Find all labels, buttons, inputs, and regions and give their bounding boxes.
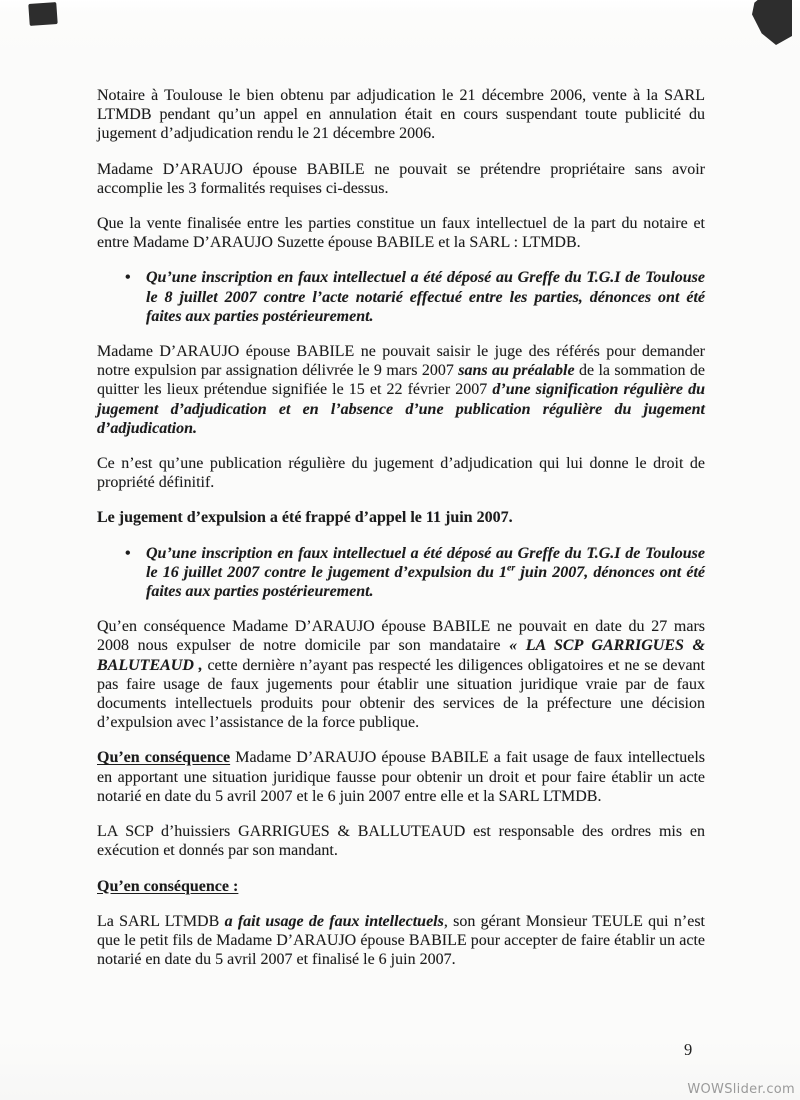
paragraph: LA SCP d’huissiers GARRIGUES & BALLUTEAUD est responsable des ordres mis en exécution et donnés par son mandant.	[97, 823, 705, 860]
paragraph: Qu’en conséquence Madame D’ARAUJO épouse BABILE ne pouvait en date du 27 mars 2008 nous expulser de notre domicile par son mandataire « LA SCP GARRIGUES & BALUTEAUD , cette dernière n’ayant pas respecté les diligences obligatoires et ne se devant pas faire usage de faux jugements pour établir une situation juridique vraie par de faux documents intellectuels produits pour obtenir des services de la préfecture une décision d’expulsion avec l’assistance de la force publique.	[97, 618, 706, 732]
paragraph: Madame D’ARAUJO épouse BABILE ne pouvait se prétendre propriétaire sans avoir accomplie les 3 formalités requises ci-dessus.	[97, 160, 705, 197]
bullet-item: • Qu’une inscription en faux intellectuel a été déposé au Greffe du T.G.I de Toulouse le 8 juillet 2007 contre l’acte notarié effectué entre les parties, dénonces ont été faites aux parties postérieurement.	[97, 268, 705, 326]
section-heading: Le jugement d’expulsion a été frappé d’appel le 11 juin 2007.	[97, 509, 513, 527]
page-number: 9	[684, 1040, 693, 1059]
section-heading: Qu’en conséquence :	[97, 877, 239, 895]
scan-artifact-top-right	[752, 0, 792, 45]
paragraph: La SARL LTMDB a fait usage de faux intellectuels, son gérant Monsieur TEULE qui n’est que le petit fils de Madame D’ARAUJO épouse BABILE pour accepter de faire établir un acte notarié en date du 5 avril 2007 et finalisé le 6 juin 2007.	[97, 912, 705, 969]
scan-artifact-top-left	[28, 2, 57, 26]
watermark-link[interactable]: WOWSlider.com	[687, 1082, 795, 1097]
paragraph: Madame D’ARAUJO épouse BABILE ne pouvait saisir le juge des référés pour demander notre expulsion par assignation délivrée le 9 mars 2007 sans au préalable de la sommation de quitter les lieux prétendue signifiée le 15 et 22 février 2007 d’une signification régulière du jugement d’adjudication et en l’absence d’une publication régulière du jugement d’adjudication.	[97, 343, 706, 437]
paragraph: Que la vente finalisée entre les parties constitue un faux intellectuel de la part du notaire et entre Madame D’ARAUJO Suzette épouse BABILE et la SARL : LTMDB.	[97, 215, 705, 252]
paragraph: Qu’en conséquence Madame D’ARAUJO épouse BABILE a fait usage de faux intellectuels en apportant une situation juridique fausse pour obtenir un droit et pour faire établir un acte notarié en date du 5 avril 2007 et le 6 juin 2007 entre elle et la SARL LTMDB.	[97, 749, 705, 805]
paragraph: Ce n’est qu’une publication régulière du jugement d’adjudication qui lui donne le droit de propriété définitif.	[97, 455, 705, 492]
bullet-item: • Qu’une inscription en faux intellectuel a été déposé au Greffe du T.G.I de Toulouse le 16 juillet 2007 contre le jugement d’expulsion du 1er juin 2007, dénonces ont été faites aux parties postérieurement.	[97, 544, 705, 602]
document-body	[97, 86, 705, 985]
paragraph: Notaire à Toulouse le bien obtenu par adjudication le 21 décembre 2006, vente à la SARL LTMDB pendant qu’un appel en annulation était en cours suspendant toute publicité du jugement d’adjudication rendu le 21 décembre 2006.	[97, 87, 705, 143]
